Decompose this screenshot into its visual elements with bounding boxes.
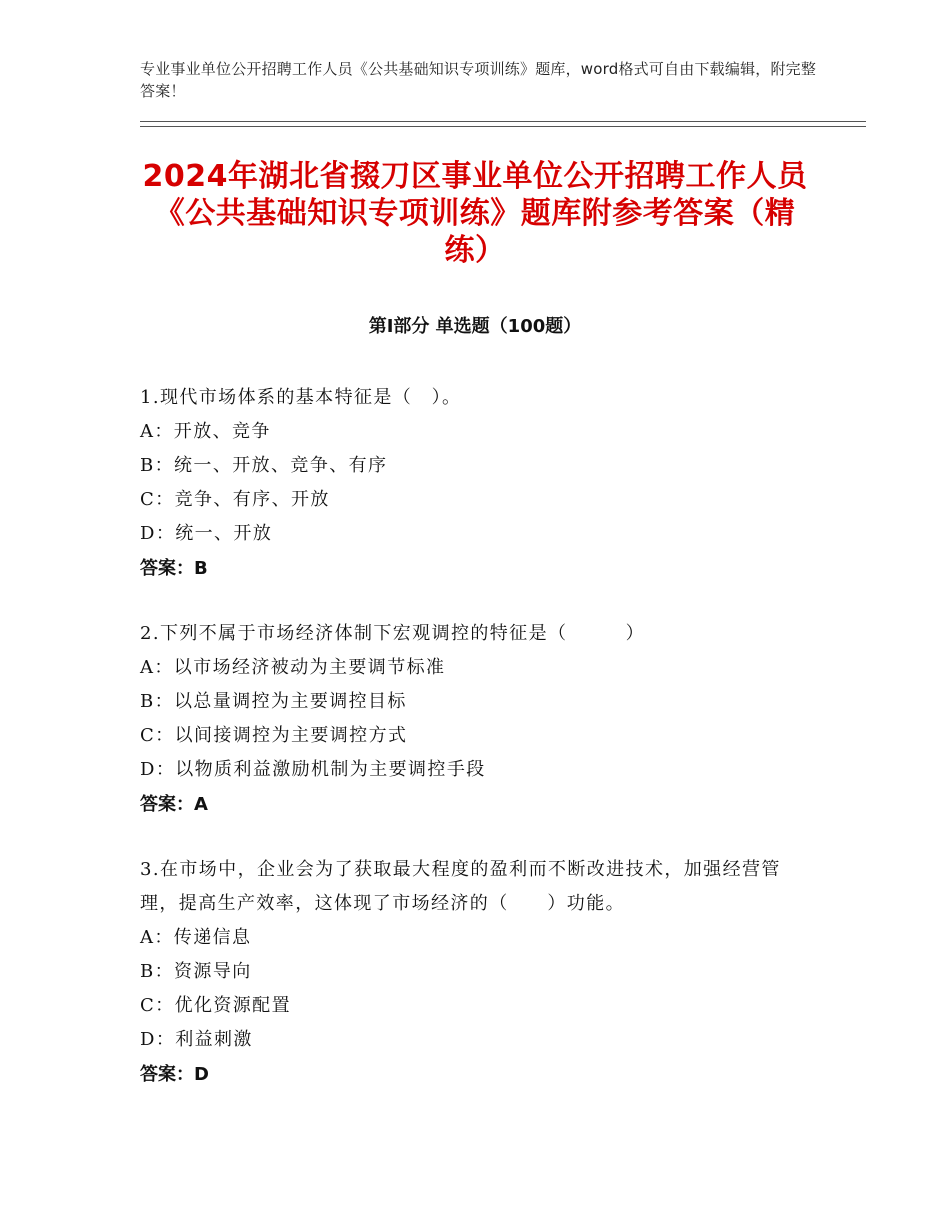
option-b: B：统一、开放、竞争、有序 bbox=[140, 455, 388, 476]
question-1 bbox=[140, 381, 810, 587]
question-stem: 1.现代市场体系的基本特征是（ ）。 bbox=[140, 387, 462, 408]
option-c: C：竞争、有序、开放 bbox=[140, 489, 330, 510]
option-c: C：优化资源配置 bbox=[140, 995, 291, 1016]
option-a: A：以市场经济被动为主要调节标准 bbox=[140, 657, 446, 678]
option-c: C：以间接调控为主要调控方式 bbox=[140, 725, 408, 746]
question-3 bbox=[140, 853, 810, 1093]
header-note: 专业事业单位公开招聘工作人员《公共基础知识专项训练》题库，word格式可自由下载编辑，附完整答案！ bbox=[140, 60, 817, 100]
answer: 答案：A bbox=[140, 794, 208, 815]
option-d: D：利益刺激 bbox=[140, 1029, 253, 1050]
question-stem: 3.在市场中，企业会为了获取最大程度的盈利而不断改进技术，加强经营管理，提高生产效率，这体现了市场经济的（ ）功能。 bbox=[140, 859, 781, 914]
section-title: 第Ⅰ部分 单选题（100题） bbox=[368, 316, 582, 337]
option-d: D：统一、开放 bbox=[140, 523, 273, 544]
question-2 bbox=[140, 617, 810, 823]
option-d: D：以物质利益激励机制为主要调控手段 bbox=[140, 759, 486, 780]
option-a: A：开放、竞争 bbox=[140, 421, 271, 442]
document-title: 2024年湖北省掇刀区事业单位公开招聘工作人员《公共基础知识专项训练》题库附参考答案（精练） bbox=[142, 159, 808, 268]
option-b: B：资源导向 bbox=[140, 961, 252, 982]
answer: 答案：D bbox=[140, 1064, 209, 1085]
question-list bbox=[140, 381, 810, 1123]
question-stem: 2.下列不属于市场经济体制下宏观调控的特征是（ ） bbox=[140, 623, 645, 644]
answer: 答案：B bbox=[140, 558, 208, 579]
option-b: B：以总量调控为主要调控目标 bbox=[140, 691, 407, 712]
header-divider bbox=[140, 121, 866, 127]
option-a: A：传递信息 bbox=[140, 927, 252, 948]
